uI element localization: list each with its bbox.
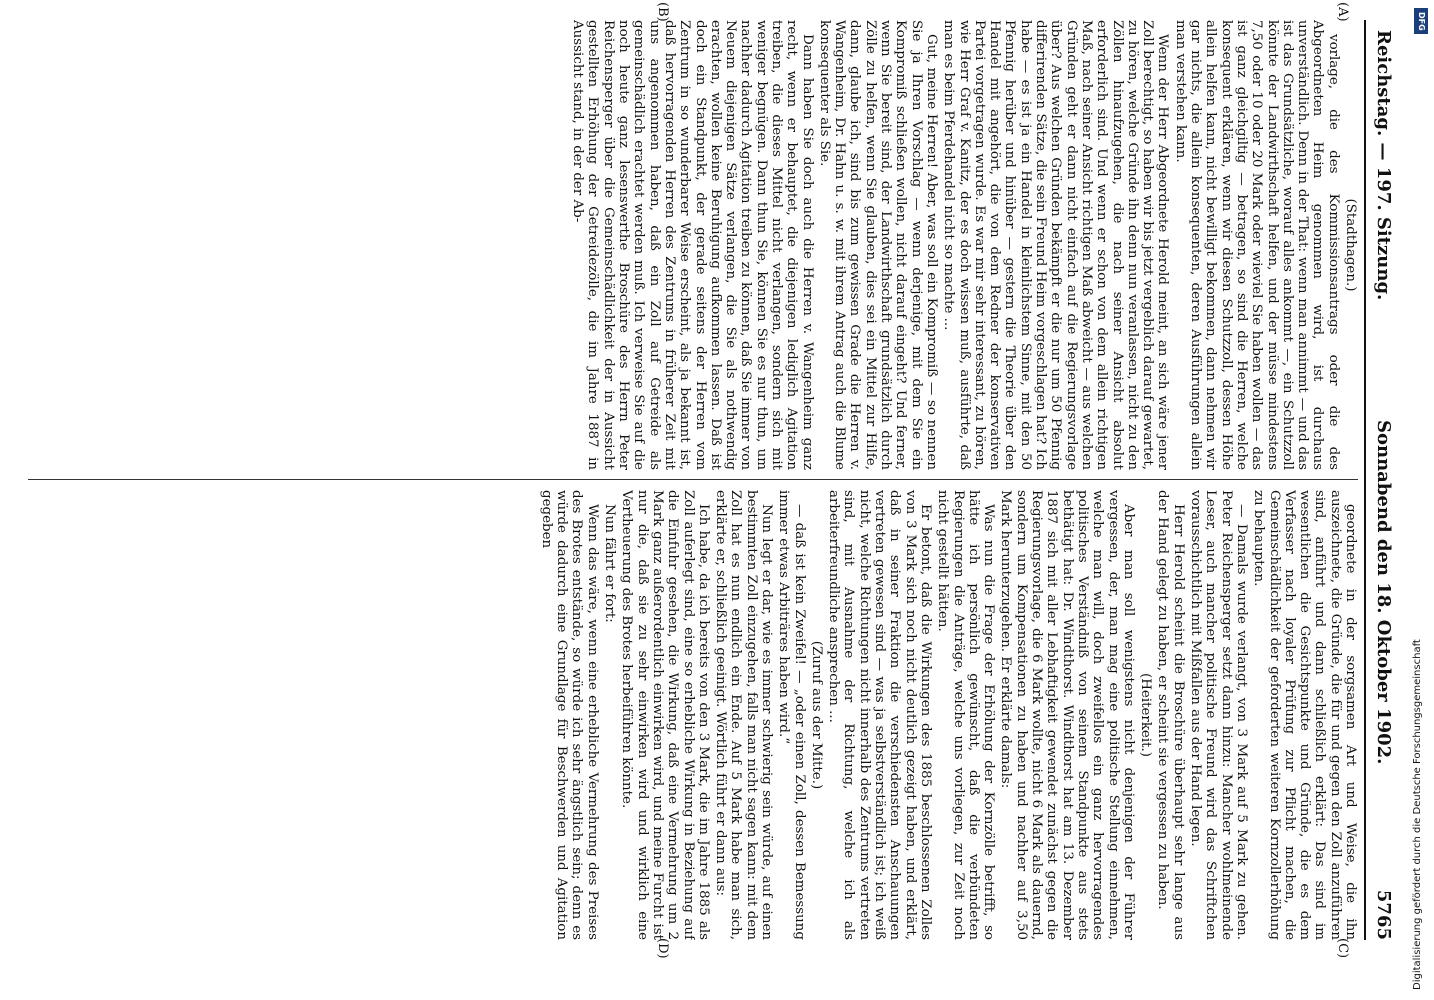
left-paragraph: Gut, meine Herren! Aber, was soll ein Kompromiß — so nennen Sie ja Ihren Vorschlag — wenn derjenige, mit dem Sie ein Kompromiß schließen wollen, nicht darauf eingeht? Und ferner, wenn Sie bereit sind, der Landwirthschaft grundsätzlich durch Zölle zu helfen, wenn Sie glauben, dies sei ein Mittel zur Hilfe, dann, glaube ich, sind bis zum gewissen Grade die Herren v. Wangenheim, Dr. Hahn u. s. w. mit ihrem Antrag auch die Blume konsequenter als Sie.: [816, 20, 939, 470]
right-paragraph: Wenn das wäre, wenn eine erhebliche Vermehrung des Preises des Brotes entstände, so würde ich sehr ängstlich sein; denn es würde dadurch eine Grundlage für Beschwerden und Agitation gegeben: [538, 490, 600, 940]
header-left: Reichstag. — 197. Sitzung.: [1373, 30, 1394, 301]
header-rule: [1364, 20, 1366, 940]
page-header: [1370, 0, 1402, 960]
speaker-tag: (Stadthagen.): [1343, 198, 1358, 292]
interjection: (Heiterkeit.): [1138, 673, 1154, 757]
right-paragraph: Herr Herold scheint die Broschüre überhaupt sehr lange aus der Hand gelegt zu haben, er scheint sie vergessen zu haben.: [1155, 490, 1186, 940]
margin-marker-d: (D): [655, 938, 670, 959]
margin-marker-b: (B): [655, 2, 670, 22]
left-paragraph: Dann haben Sie doch auch die Herren v. Wangenheim ganz recht, wenn er behauptet, die diejenigen lediglich Agitation treiben, die dieses Mittel nicht verlangen, sondern sich mit weniger begnügen. Dann thun Sie, können Sie es nur thun, um nachher dadurch Agitation treiben zu können, daß Sie immer von Neuem diejenigen Sätze verlangen, die Sie als nothwendig erachten, wollen keine Beruhigung aufkommen lassen. Daß ist doch ein Standpunkt, der gerade seitens der Herren vom Zentrum in so wunderbarer Weise erscheint, als ja bekannt ist, daß hervorragenden Herren des Zentrums in früherer Zeit mit uns angenommen haben, daß ein Zoll auf Getreide als gemeinschädlich erachtet werden muß. Ich verweise Sie auf die noch heute ganz lesenswerthe Broschüre des Herrn Peter Reichensperger über die Gemeinschädlichkeit der in Aussicht gestellten Erhöhung der Getreidezölle, die im Jahre 1887 in Aussicht stand, in der der Ab-: [570, 20, 815, 470]
right-paragraph: Nun fährt er fort:: [602, 504, 618, 623]
margin-marker-a: (A): [1335, 2, 1350, 22]
left-column: [28, 20, 1358, 470]
margin-marker-c: (C): [1335, 938, 1350, 959]
right-paragraph: Aber man soll wenigstens nicht denjenigen der Führer vergessen, der, man mag eine politische Stellung einnehmen, welche man will, doch zweifellos ein ganz hervorragendes politisches Verständniß von seinem Standpunkte aus stets bethätigt hat: Dr. Windthorst. Windthorst hat am 13. Dezember 1887 sich mit aller Lebhaftigkeit gewendet zunächst gegen die Regierungsvorlage, die 6 Mark wollte, nicht 6 Mark als dauernd, sondern um Kompensationen zu haben und nachher auf 3,50 Mark herunterzugehen. Er erklärte damals:: [998, 490, 1136, 940]
right-paragraph: Was nun die Frage der Erhöhung der Kornzölle betrifft, so hätte ich persönlich gewünscht, daß die verbündeten Regierungen die Anträge, welche uns vorliegen, zur Zeit noch nicht gestellt hätten.: [935, 490, 997, 940]
right-paragraph: — Damals wurde verlangt, von 3 Mark auf 5 Mark zu gehen. Peter Reichensperger setzt dann hinzu: Mancher wohlmeinende Leser, auch mancher politische Freund wird das Schriftchen vorausschichtlich mit Mißfallen aus der Hand legen.: [1188, 490, 1249, 940]
page-number: 5765: [1373, 889, 1394, 940]
left-paragraph: Wenn der Herr Abgeordnete Herold meint, an sich wäre jener Zoll berechtigt, so haben wir bis jetzt vergeblich darauf gewartet, zu hören, welche Gründe ihn denn nun veranlassen, nicht zu den Zöllen hinaufzugehen, die nach seiner Ansicht absolut erforderlich sind. Und wenn er schon von dem allein richtigen Maß, nach seiner Ansicht richtigen Maß abweicht — aus welchen Gründen geht er dann nicht einfach auf die Regierungsvorlage über? Aus welchen Gründen bekämpft er die nur um 50 Pfennig differirenden Sätze, die sein Freund Heim vorgeschlagen hat? Ich habe — es ist ja ein Handel in kleinlichstem Sinne, mit den 50 Pfennig herüber und hinüber — gestern die Theorie über den Handel mit angehört, die von dem Redner der konservativen Partei vorgetragen wurde. Es war mir sehr interessant, zu hören, wie Herr Graf v. Kanitz, der es doch wissen muß, ausführte, daß man es beim Pferdehandel nicht so machte ...: [941, 20, 1171, 470]
header-date: Sonnabend den 18. Oktober 1902.: [1373, 420, 1394, 765]
digitization-note: Digitalisierung gefördert durch die Deutsche Forschungsgemeinschaft: [1412, 639, 1423, 990]
right-paragraph: Ich habe, da ich bereits von den 3 Mark, die im Jahre 1885 als Zoll auferlegt sind, eine so erhebliche Wirkung in Beziehung auf die Einfuhr gesehen, die Wirkung, daß eine Vermehrung um 2 Mark ganz außerordentlich einwirken wird, und meine Furcht ist nur die, daß sie zu sehr einwirken wird und wirklich eine Vertheuerung des Brotes herbeiführen könnte.: [619, 490, 711, 940]
right-column: [28, 490, 1358, 940]
column-divider: [28, 479, 1358, 480]
right-paragraph: geordnete in der sorgsamen Art und Weise, die ihn auszeichnete, die Gründe, die für und gegen den Zoll anzuführen sind, anführt und dann schließlich erklärt: Das sind im wesentlichen die Gesichtspunkte und Gründe, die es dem Verfasser nach loyaler Prüfung zur Pflicht machen, die Gemeinschädlichkeit der geforderten weiteren Kornzollerhöhung zu behaupten.: [1251, 490, 1358, 940]
right-paragraph: Nun legt er dar, wie es immer schwierig sein würde, auf einen bestimmten Zoll einzugehen, falls man nicht sagen kann: mit dem Zoll hat es nun endlich ein Ende. Auf 5 Mark habe man sich, erklärte er, schließlich geeinigt. Wörtlich führt er dann aus:: [713, 490, 775, 940]
right-paragraph: — daß ist kein Zweifel! — „oder einen Zoll, dessen Bemessung immer etwas Arbiträres haben wird.“: [776, 490, 807, 940]
interjection: (Zuruf aus der Mitte.): [808, 640, 824, 790]
left-paragraph: vorlage, die des Kommissionsantrags oder die des Abgeordneten Heim genommen wird, ist durchaus unverständlich. Denn in der That: wenn man annimmt — und das ist das Grundsätzliche, worauf alles ankommt —, ein Schutzzoll könnte der Landwirthschaft helfen, und der müsse mindestens 7,50 oder 10 oder 20 Mark oder wieviel Sie haben wollen — das ist ganz gleichgiltig — betragen, so sind die Herren, welche konsequent erklären, wenn wir diesen Schutzzoll, dessen Höhe allein helfen kann, nicht bewilligt bekommen, dann nehmen wir gar nichts, die allein konsequenten, deren Ausführungen allein man verstehen kann.: [1172, 20, 1341, 470]
dfg-logo: DFG: [1414, 8, 1428, 34]
right-paragraph: Er betont, daß die Wirkungen des 1885 beschlossenen Zolles von 3 Mark sich noch nicht deutlich gezeigt haben, und erklärt, daß in seiner Fraktion die verschiedensten Anschauungen vertreten gewesen sind — was ja selbstverständlich ist; ich weiß nicht, welche Richtungen nicht innerhalb des Zentrums vertreten sind, mit Ausnahme der Richtung, welche ich als arbeiterfreundliche ansprechen ...: [826, 490, 933, 940]
